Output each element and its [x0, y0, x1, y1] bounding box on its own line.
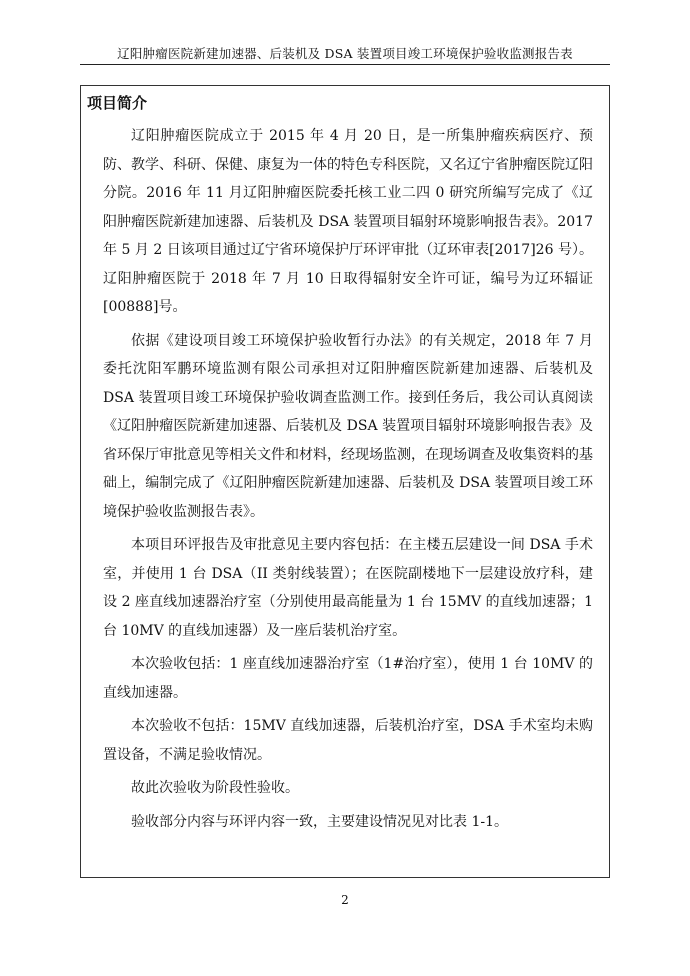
- header-rule: [80, 64, 610, 65]
- paragraph: 本次验收包括：1 座直线加速器治疗室（1#治疗室），使用 1 台 10MV 的直线加速器。: [103, 656, 593, 701]
- content-frame: [80, 85, 610, 878]
- page-number: 2: [341, 893, 349, 907]
- body-text: [103, 122, 593, 841]
- paragraph: 验收部分内容与环评内容一致，主要建设情况见对比表 1-1。: [131, 813, 508, 830]
- section-title: 项目简介: [87, 94, 148, 112]
- running-header: 辽阳肿瘤医院新建加速器、后装机及 DSA 装置项目竣工环境保护验收监测报告表: [117, 46, 573, 61]
- paragraph: 本次验收不包括：15MV 直线加速器，后装机治疗室，DSA 手术室均未购置设备，不满足验收情况。: [103, 718, 593, 763]
- paragraph: 依据《建设项目竣工环境保护验收暂行办法》的有关规定，2018 年 7 月委托沈阳军鹏环境监测有限公司承担对辽阳肿瘤医院新建加速器、后装机及 DSA 装置项目竣工环境保护验收调查监测工作。接到任务后，我公司认真阅读《辽阳肿瘤医院新建加速器、后装机及 DSA 装置项目辐射环境影响报告表》及省环保厅审批意见等相关文件和材料，经现场监测，在现场调查及收集资料的基础上，编制完成了《辽阳肿瘤医院新建加速器、后装机及 DSA 装置项目竣工环境保护验收监测报告表》。: [103, 332, 593, 520]
- paragraph: 辽阳肿瘤医院成立于 2015 年 4 月 20 日，是一所集肿瘤疾病医疗、预防、教学、科研、保健、康复为一体的特色专科医院，又名辽宁省肿瘤医院辽阳分院。2016 年 11 月辽阳肿瘤医院委托核工业二四 0 研究所编写完成了《辽阳肿瘤医院新建加速器、后装机及 DSA 装置项目辐射环境影响报告表》。2017 年 5 月 2 日该项目通过辽宁省环境保护厅环评审批（辽环审表[2017]26 号）。辽阳肿瘤医院于 2018 年 7 月 10 日取得辐射安全许可证，编号为辽环辐证[00888]号。: [103, 128, 593, 315]
- paragraph: 本项目环评报告及审批意见主要内容包括：在主楼五层建设一间 DSA 手术室，并使用 1 台 DSA（II 类射线装置）；在医院副楼地下一层建设放疗科，建设 2 座直线加速器治疗室（分别使用最高能量为 1 台 15MV 的直线加速器；1 台 10MV 的直线加速器）及一座后装机治疗室。: [103, 537, 593, 639]
- paragraph: 故此次验收为阶段性验收。: [131, 780, 299, 796]
